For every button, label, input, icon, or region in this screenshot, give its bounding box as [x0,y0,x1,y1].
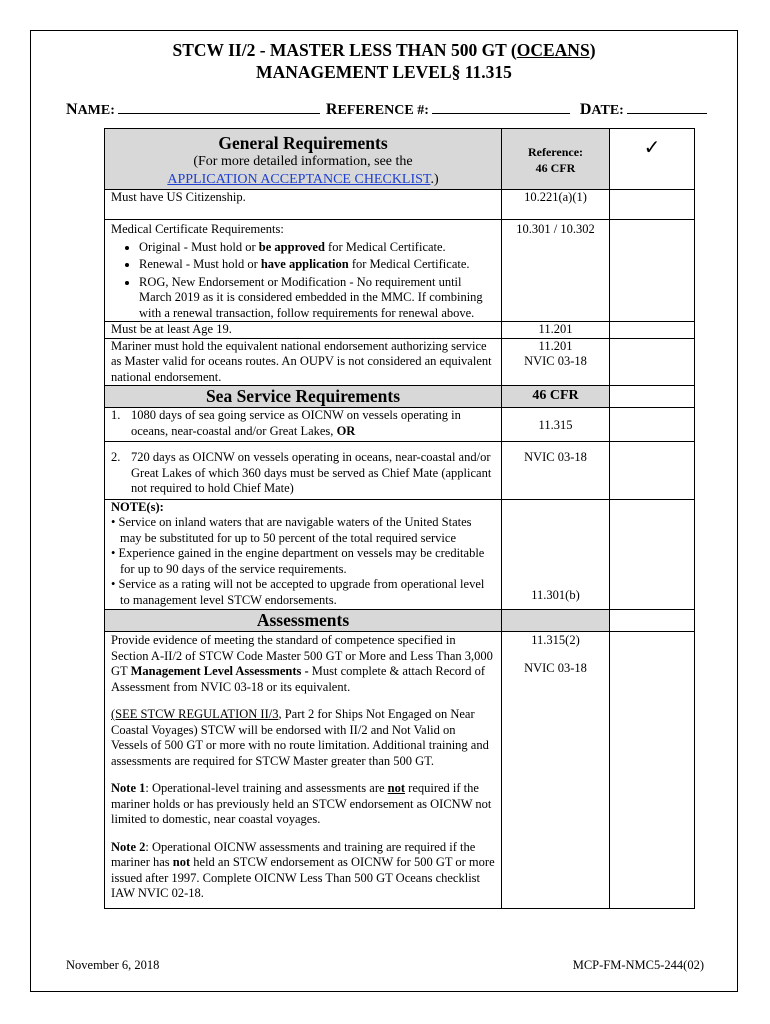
form-title-line2: MANAGEMENT LEVEL§ 11.315 [256,62,512,82]
age-check[interactable] [610,322,695,339]
sea-notes: NOTE(s): • Service on inland waters that are navigable waters of the United States may be substituted for up to 50 percent of the total required service • Experience gained in the engine department on vessels may be creditable for up to 90 days of the service requirements. • Service as a rating will not be accepted to upgrade from operational level to management level STCW endorsements. [105,499,502,610]
sea-item-2-ref: NVIC 03-18 [502,442,610,500]
reference-field[interactable] [432,99,570,114]
sea-notes-ref: 11.301(b) [502,499,610,610]
medical-check[interactable] [610,220,695,322]
reference-label: REFERENCE #: [325,101,429,118]
citizenship-requirement: Must have US Citizenship. [105,190,502,220]
age-ref: 11.201 [502,322,610,339]
general-title: General Requirements [218,133,388,153]
sea-item-2: 2. 720 days as OICNW on vessels operating in oceans, near-coastal and/or Great Lakes of which 360 days must be served as Chief Mate (applicant not required to hold Chief Mate) [105,442,502,500]
sea-item-2-check[interactable] [610,442,695,500]
assessment-note-1: Note 1: Operational-level training and assessments are not required if the mariner holds or has previously held an STCW endorsement as OICNW not limited to domestic, near coastal voyages. [111,781,492,826]
list-item: • ROG, New Endorsement or Modification - No requirement until March 2019 as it is considered embedded in the MMC. If combining with a renewal transaction, follow requirements for renewal above. [139,275,495,322]
age-requirement: Must be at least Age 19. [105,322,502,339]
check-mark-icon: ✓ [610,129,695,190]
footer-date: November 6, 2018 [66,958,160,972]
medical-list [111,240,495,322]
sea-ref-header: 46 CFR [502,386,610,408]
general-subtitle: (For more detailed information, see the APPLICATION ACCEPTANCE CHECKLIST.) [167,154,439,187]
form-title-line1: STCW II/2 - MASTER LESS THAN 500 GT (OCEANS) [172,40,596,60]
list-item: • Renewal - Must hold or have application for Medical Certificate. [139,257,495,273]
date-field[interactable] [627,99,707,114]
assessments-check[interactable] [610,632,695,909]
header-fields [66,99,706,119]
citizenship-ref: 10.221(a)(1) [502,190,610,220]
general-header [105,129,502,190]
national-endorsement-requirement: Mariner must hold the equivalent national endorsement authorizing service as Master valid for oceans routes. An OUPV is not considered an equivalent national endorsement. [105,338,502,386]
reference-header: Reference: 46 CFR [502,129,610,190]
name-label: NAME: [66,101,115,118]
citizenship-check[interactable] [610,190,695,220]
list-item: • Service on inland waters that are navigable waters of the United States may be substituted for up to 50 percent of the total required service [111,515,472,545]
assessments-title: Assessments [105,610,502,632]
application-checklist-link[interactable]: APPLICATION ACCEPTANCE CHECKLIST [167,172,431,187]
sea-item-1-ref: 11.315 [502,408,610,442]
national-check[interactable] [610,338,695,386]
list-item: • Experience gained in the engine department on vessels may be creditable for up to 90 days of the service requirements. [111,546,485,576]
footer-form-id: MCP-FM-NMC5-244(02) [572,958,704,972]
sea-item-1-check[interactable] [610,408,695,442]
name-field[interactable] [118,99,320,114]
sea-notes-check[interactable] [610,499,695,610]
assessment-paragraph-2: (SEE STCW REGULATION II/3, Part 2 for Ships Not Engaged on Near Coastal Voyages) STCW will be endorsed with II/2 and Not Valid on Vessels of 500 GT or more with no route limitation. Additional training and assessments are required for STCW Master greater than 500 GT. [111,707,489,768]
list-item: • Original - Must hold or be approved for Medical Certificate. [139,240,495,256]
assessment-paragraph-1: Provide evidence of meeting the standard of competence specified in Section A-II/2 of STCW Code Master 500 GT or More and Less Than 3,000 GT Management Level Assessments - Must complete & attach Record of Assessment from NVIC 03-18 or its equivalent. [111,633,493,694]
sea-service-title: Sea Service Requirements [105,386,502,408]
assessments-ref: 11.315(2) NVIC 03-18 [502,632,610,909]
list-item: • Service as a rating will not be accepted to upgrade from operational level to management level STCW endorsements. [111,577,485,607]
national-ref: 11.201 NVIC 03-18 [502,338,610,386]
sea-header-check [610,386,695,408]
date-label: DATE: [579,101,624,118]
medical-requirement: Medical Certificate Requirements: • Original - Must hold or be approved for Medical Certificate. • Renewal - Must hold or have application for Medical Certificate. • ROG, New Endorsement or Modification - No requirement until March 2019 as it is considered embedded in the MMC. If combining with a renewal transaction, follow requirements for renewal above. [105,220,502,322]
assessment-note-2: Note 2: Operational OICNW assessments and training are required if the mariner has not held an STCW endorsement as OICNW for 500 GT or more issued after 1997. Complete OICNW Less Than 500 GT Oceans checklist IAW NVIC 02-18. [111,839,495,900]
requirements-table [104,128,695,909]
medical-ref: 10.301 / 10.302 [502,220,610,322]
sea-item-1: 1. 1080 days of sea going service as OICNW on vessels operating in oceans, near-coastal and/or Great Lakes, OR [105,408,502,442]
assessments-body [105,632,502,909]
